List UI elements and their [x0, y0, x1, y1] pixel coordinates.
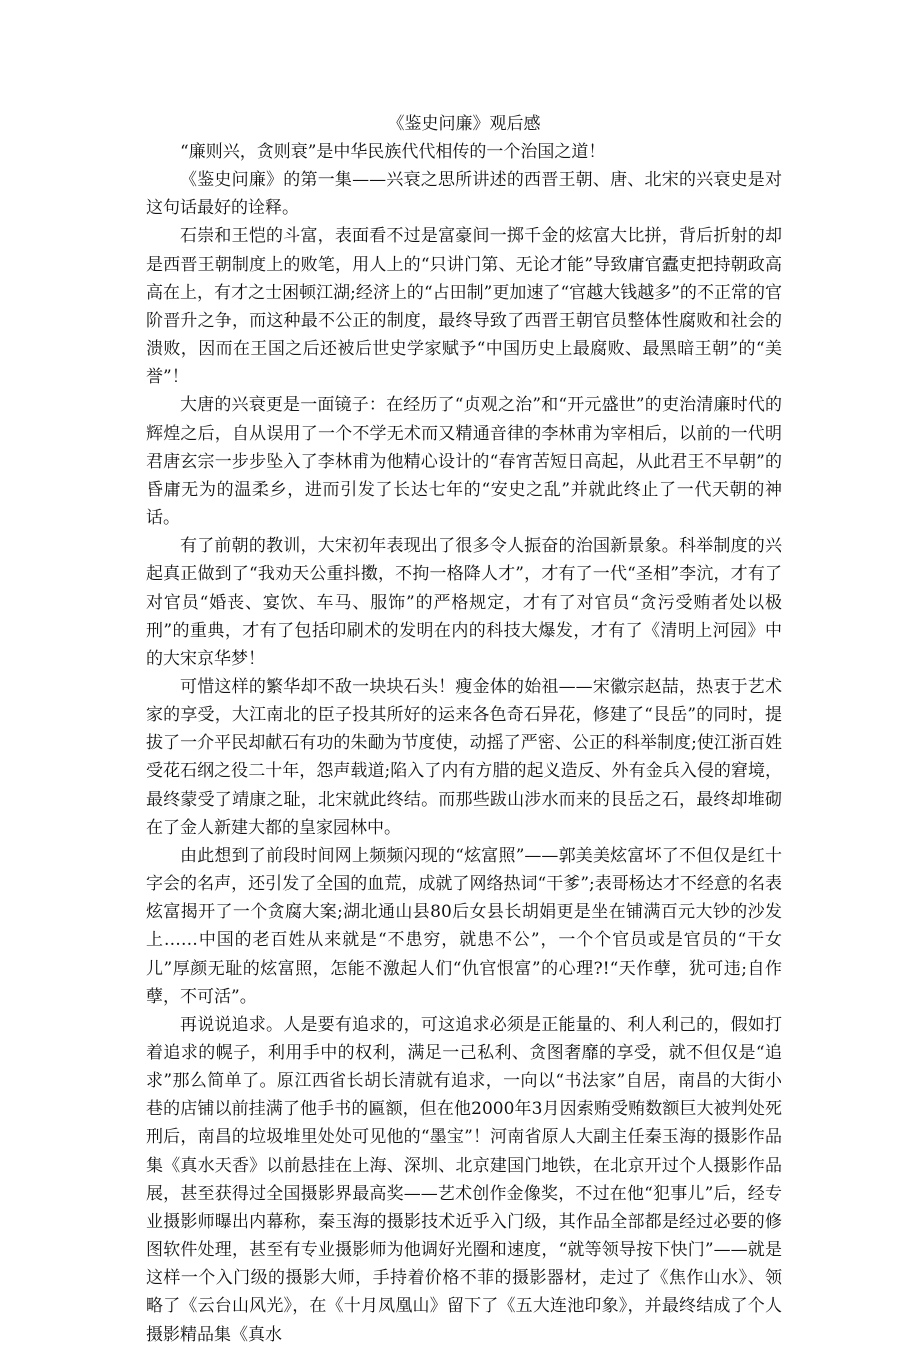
paragraph-motto: “廉则兴，贪则衰”是中华民族代代相传的一个治国之道！ — [180, 142, 606, 162]
paragraph-huizong: 可惜这样的繁华却不敌一块块石头！瘦金体的始祖——宋徽宗赵喆，热衷于艺术家的享受，大江南北的臣子投其所好的运来各色奇石异花，修建了“艮岳”的同时，提拔了一介平民却献石有功的朱勔为节度使，动摇了严密、公正的科举制度;使江浙百姓受花石纲之役二十年，怨声载道;陷入了内有方腊的起义造反、外有金兵入侵的窘境，最终蒙受了靖康之耻，北宋就此终结。而那些跋山涉水而来的艮岳之石，最终却堆砌在了金人新建大都的皇家园林中。 — [146, 676, 782, 838]
document-title: 《鉴史问廉》观后感 — [387, 114, 541, 134]
paragraph-western-jin: 石崇和王恺的斗富，表面看不过是富豪间一掷千金的炫富大比拼，背后折射的却是西晋王朝制度上的败笔，用人上的“只讲门第、无论才能”导致庸官蠹吏把持朝政高高在上，有才之士困顿江湖;经济上的“占田制”更加速了“官越大钱越多”的不正常的官阶晋升之争，而这种最不公正的制度，最终导致了西晋王朝官员整体性腐败和社会的溃败，因而在王国之后还被后世史学家赋予“中国历史上最腐败、最黑暗王朝”的“美誉”！ — [146, 226, 782, 388]
paragraph-intro: 《鉴史问廉》的第一集——兴衰之思所讲述的西晋王朝、唐、北宋的兴衰史是对这句话最好的诠释。 — [146, 170, 782, 219]
paragraph-song: 有了前朝的教训，大宋初年表现出了很多令人振奋的治国新景象。科举制度的兴起真正做到了“我劝天公重抖擞，不拘一格降人才”，才有了一代“圣相”李沆，才有了对官员“婚丧、宴饮、车马、服饰”的严格规定，才有了对官员“贪污受贿者处以极刑”的重典，才有了包括印刷术的发明在内的科技大爆发，才有了《清明上河园》中的大宋京华梦！ — [146, 536, 782, 669]
document-body — [146, 110, 782, 1349]
paragraph-tang: 大唐的兴衰更是一面镜子：在经历了“贞观之治”和“开元盛世”的吏治清廉时代的辉煌之后，自从误用了一个不学无术而又精通音律的李林甫为宰相后，以前的一代明君唐玄宗一步步坠入了李林甫为他精心设计的“春宵苦短日高起，从此君王不早朝”的昏庸无为的温柔乡，进而引发了长达七年的“安史之乱”并就此终止了一代天朝的神话。 — [146, 395, 782, 529]
paragraph-show-off: 由此想到了前段时间网上频频闪现的“炫富照”——郭美美炫富坏了不但仅是红十字会的名声，还引发了全国的血荒，成就了网络热词“干爹”;表哥杨达才不经意的名表炫富揭开了一个贪腐大案;湖北通山县80后女县长胡娟更是坐在铺满百元大钞的沙发上……中国的老百姓从来就是“不患穷，就患不公”，一个个官员或是官员的“干女儿”厚颜无耻的炫富照，怎能不激起人们“仇官恨富”的心理?!“天作孽，犹可违;自作孽，不可活”。 — [146, 845, 782, 1007]
paragraph-pursuit: 再说说追求。人是要有追求的，可这追求必须是正能量的、利人利己的，假如打着追求的幌子，利用手中的权利，满足一己私利、贪图奢靡的享受，就不但仅是“追求”那么简单了。原江西省长胡长清就有追求，一向以“书法家”自居，南昌的大街小巷的店铺以前挂满了他手书的匾额，但在他2000年3月因索贿受贿数额巨大被判处死刑后，南昌的垃圾堆里处处可见他的“墨宝”！河南省原人大副主任秦玉海的摄影作品集《真水天香》以前悬挂在上海、深圳、北京建国门地铁，在北京开过个人摄影作品展，甚至获得过全国摄影界最高奖——艺术创作金像奖，不过在他“犯事儿”后，经专业摄影师曝出内幕称，秦玉海的摄影技术近乎入门级，其作品全部都是经过必要的修图软件处理，甚至有专业摄影师为他调好光圈和速度，“就等领导按下快门”——就是这样一个入门级的摄影大师，手持着价格不菲的摄影器材，走过了《焦作山水》、领略了《云台山风光》，在《十月凤凰山》留下了《五大连池印象》，并最终结成了个人摄影精品集《真水 — [146, 1014, 782, 1345]
